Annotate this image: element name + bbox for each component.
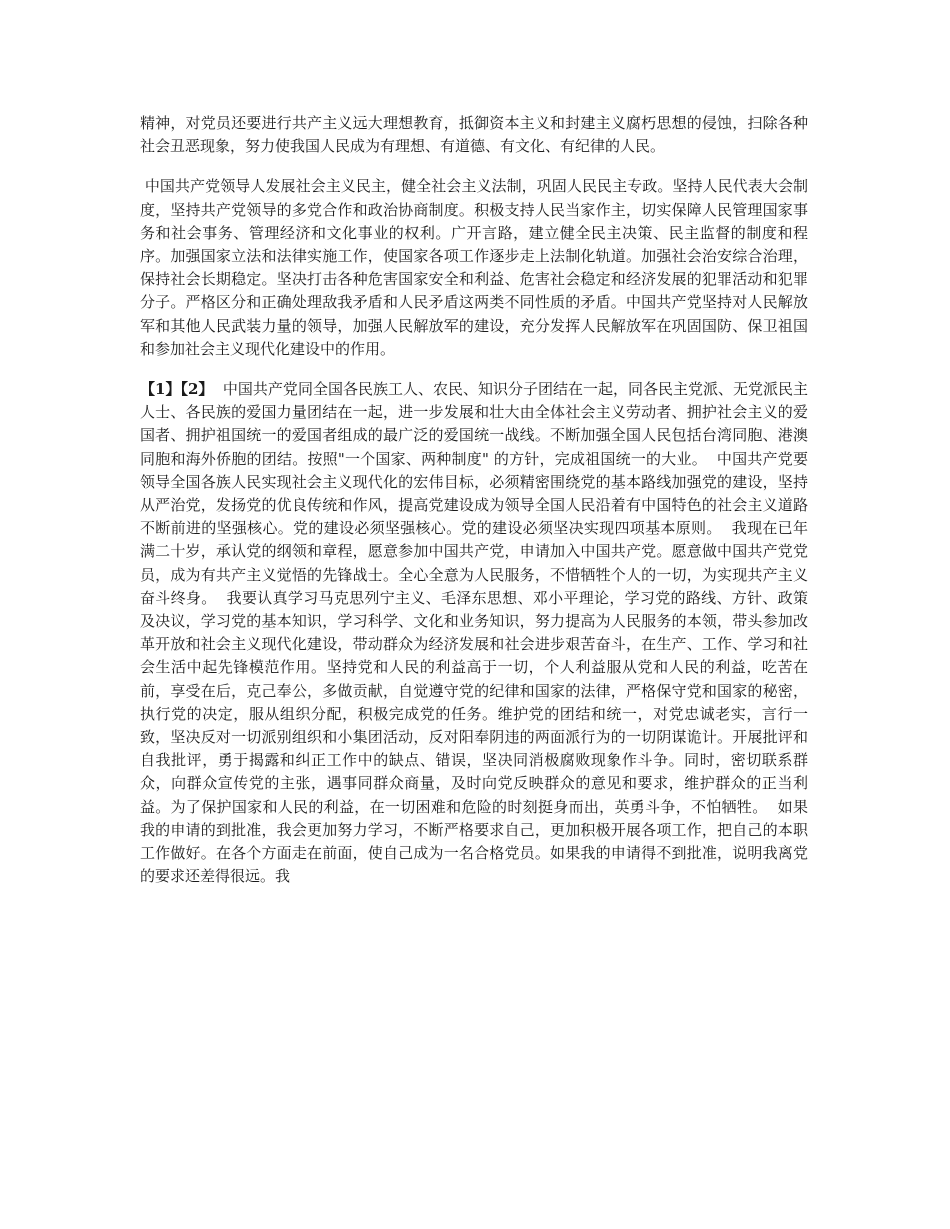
- paragraph-2: 中国共产党领导人发展社会主义民主，健全社会主义法制，巩固人民民主专政。坚持人民代表大会制度，坚持共产党领导的多党合作和政治协商制度。积极支持人民当家作主，切实保障人民管理国家事务和社会事务、管理经济和文化事业的权利。广开言路，建立健全民主决策、民主监督的制度和程序。加强国家立法和法律实施工作，使国家各项工作逐步走上法制化轨道。加强社会治安综合治理，保持社会长期稳定。坚决打击各种危害国家安全和利益、危害社会稳定和经济发展的犯罪活动和犯罪分子。严格区分和正确处理敌我矛盾和人民矛盾这两类不同性质的矛盾。中国共产党坚持对人民解放军和其他人民武装力量的领导，加强人民解放军的建设，充分发挥人民解放军在巩固国防、保卫祖国和参加社会主义现代化建设中的作用。: [140, 177, 808, 358]
- footnote-references[interactable]: 【1】【2】: [140, 380, 214, 399]
- paragraph-1: 精神，对党员还要进行共产主义远大理想教育，抵御资本主义和封建主义腐朽思想的侵蚀，扫除各种社会丑恶现象，努力使我国人民成为有理想、有道德、有文化、有纪律的人民。: [140, 114, 808, 156]
- paragraph-3: [140, 378, 808, 888]
- document-page: [140, 112, 808, 889]
- paragraph-3-text: 中国共产党同全国各民族工人、农民、知识分子团结在一起，同各民主党派、无党派民主人士、各民族的爱国力量团结在一起，进一步发展和壮大由全体社会主义劳动者、拥护社会主义的爱国者、拥护祖国统一的爱国者组成的最广泛的爱国统一战线。不断加强全国人民包括台湾同胞、港澳同胞和海外侨胞的团结。按照"一个国家、两种制度" 的方针，完成祖国统一的大业。 中国共产党要领导全国各族人民实现社会主义现代化的宏伟目标，必须精密围绕党的基本路线加强党的建设，坚持从严治党，发扬党的优良传统和作风，提高党建设成为领导全国人民沿着有中国特色的社会主义道路不断前进的坚强核心。党的建设必须坚强核心。党的建设必须坚决实现四项基本原则。 我现在已年满二十岁，承认党的纲领和章程，愿意参加中国共产党，申请加入中国共产党。愿意做中国共产党党员，成为有共产主义觉悟的先锋战士。全心全意为人民服务，不惜牺牲个人的一切，为实现共产主义奋斗终身。 我要认真学习马克思列宁主义、毛泽东思想、邓小平理论，学习党的路线、方针、政策及决议，学习党的基本知识，学习科学、文化和业务知识，努力提高为人民服务的本领，带头参加改革开放和社会主义现代化建设，带动群众为经济发展和社会进步艰苦奋斗，在生产、工作、学习和社会生活中起先锋模范作用。坚持党和人民的利益高于一切，个人利益服从党和人民的利益，吃苦在前，享受在后，克己奉公，多做贡献，自觉遵守党的纪律和国家的法律，严格保守党和国家的秘密，执行党的决定，服从组织分配，积极完成党的任务。维护党的团结和统一，对党忠诚老实，言行一致，坚决反对一切派别组织和小集团活动，反对阳奉阴违的两面派行为的一切阴谋诡计。开展批评和自我批评，勇于揭露和纠正工作中的缺点、错误，坚决同消极腐败现象作斗争。同时，密切联系群众，向群众宣传党的主张，遇事同群众商量，及时向党反映群众的意见和要求，维护群众的正当利益。为了保护国家和人民的利益，在一切困难和危险的时刻挺身而出，英勇斗争，不怕牺牲。 如果我的申请的到批准，我会更加努力学习，不断严格要求自己，更加积极开展各项工作，把自己的本职工作做好。在各个方面走在前面，使自己成为一名合格党员。如果我的申请得不到批准，说明我离党的要求还差得很远。我: [140, 380, 808, 886]
